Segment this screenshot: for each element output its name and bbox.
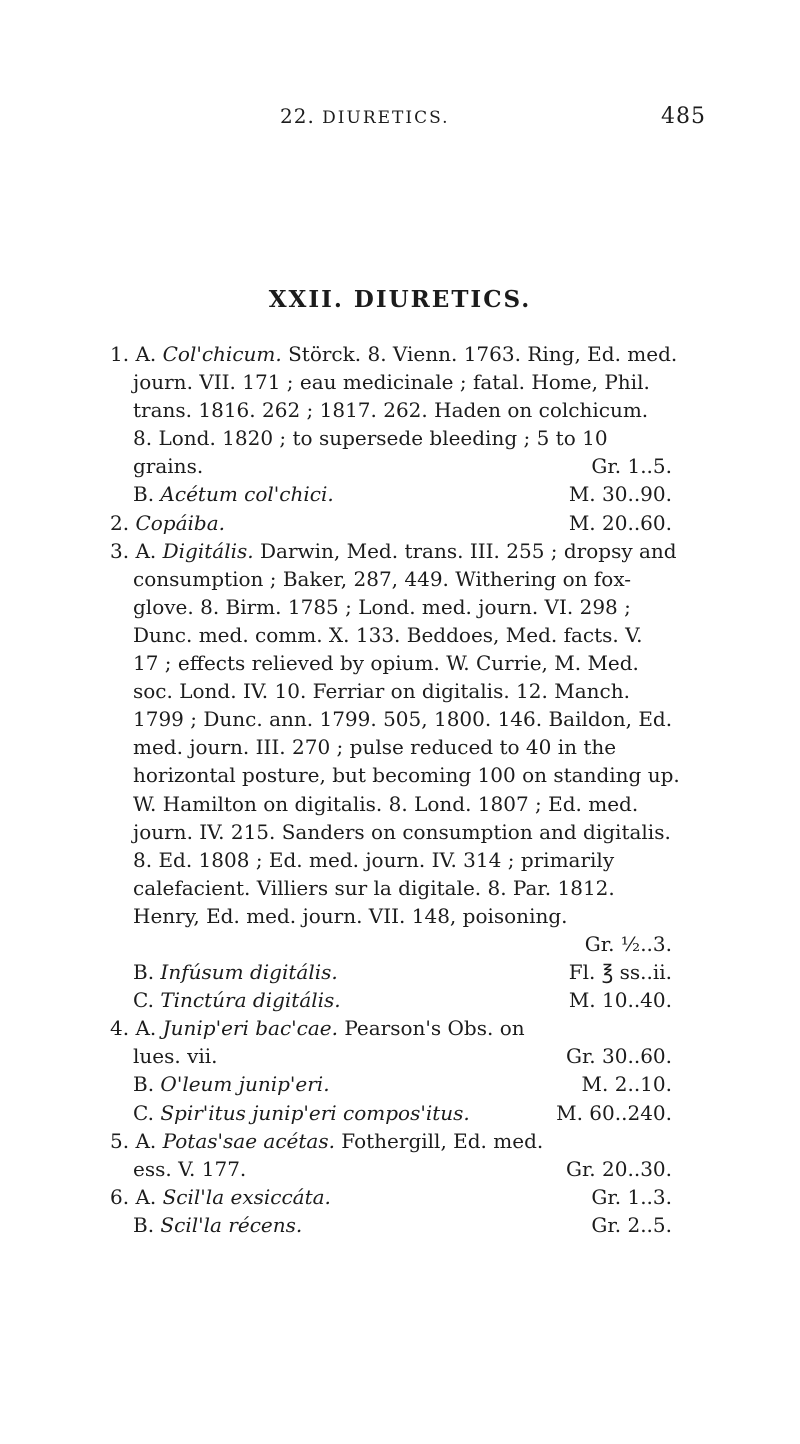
dose-text: M. 20..60. [568, 510, 672, 535]
text-line [110, 1099, 670, 1127]
reference-text: 17 ; effects relieved by opium. W. Currie, M. Med. [133, 651, 639, 676]
entry-marker: 2. [110, 510, 136, 535]
reference-text: ess. V. 177. [133, 1156, 247, 1181]
text-line [110, 930, 670, 958]
text-line [110, 1183, 670, 1211]
text-line [110, 1042, 670, 1070]
text-line [110, 565, 670, 593]
reference-text: soc. Lond. IV. 10. Ferriar on digitalis. 12. Manch. [133, 679, 630, 704]
text-line [110, 368, 670, 396]
text-line [110, 1014, 670, 1042]
text-line [110, 480, 670, 508]
text-line [110, 340, 678, 368]
reference-text: W. Hamilton on digitalis. 8. Lond. 1807 ; Ed. med. [133, 791, 639, 816]
reference-text: horizontal posture, but becoming 100 on standing up. [133, 763, 680, 788]
text-line [110, 1155, 670, 1183]
reference-text: consumption ; Baker, 287, 449. Withering on fox- [133, 566, 632, 591]
dose-text: Fl. ℥ ss..ii. [568, 960, 672, 985]
text-line [110, 874, 670, 902]
text-line [110, 537, 677, 565]
entry-marker: 6. A. [110, 1184, 163, 1209]
dose-text: Gr. 1..3. [591, 1184, 672, 1209]
drug-name: Infúsum digitális. [160, 960, 338, 985]
reference-text: med. journ. III. 270 ; pulse reduced to 40 in the [133, 735, 617, 760]
entry-marker: B. [133, 1212, 161, 1237]
reference-text: 1799 ; Dunc. ann. 1799. 505, 1800. 146. Baildon, Ed. [133, 707, 673, 732]
reference-text: lues. vii. [133, 1044, 218, 1069]
reference-text: Henry, Ed. med. journ. VII. 148, poisoning. [133, 903, 568, 928]
entry-marker: B. [133, 1072, 161, 1097]
text-line [110, 396, 670, 424]
entry-marker: 1. A. [110, 342, 163, 366]
dose-text: M. 2..10. [581, 1072, 672, 1097]
entry-marker: C. [133, 1100, 161, 1125]
reference-text: calefacient. Villiers sur la digitale. 8. Par. 1812. [133, 875, 615, 900]
page-number: 485 [661, 104, 706, 129]
dose-text: M. 10..40. [568, 988, 672, 1013]
text-line [110, 958, 670, 986]
text-line [110, 649, 670, 677]
drug-name: Col'chicum. [162, 342, 282, 366]
chapter-number: 22. [280, 104, 315, 128]
text-line [110, 1211, 670, 1239]
reference-text: Fothergill, Ed. med. [334, 1128, 544, 1153]
reference-text: Darwin, Med. trans. III. 255 ; dropsy and [253, 538, 677, 563]
drug-name: Spir'itus junip'eri compos'itus. [160, 1100, 470, 1125]
reference-text: trans. 1816. 262 ; 1817. 262. Haden on colchicum. [133, 398, 649, 423]
reference-text: Pearson's Obs. on [337, 1016, 525, 1041]
reference-text: glove. 8. Birm. 1785 ; Lond. med. journ. VI. 298 ; [133, 594, 631, 619]
dose-text: M. 30..90. [568, 482, 672, 507]
text-line [110, 677, 670, 705]
drug-name: Tinctúra digitális. [160, 988, 341, 1013]
entry-marker: B. [133, 482, 161, 507]
drug-name: Scil'la récens. [160, 1212, 303, 1237]
entry-marker: C. [133, 988, 161, 1013]
drug-name: Potas'sae acétas. [162, 1128, 335, 1153]
dose-text: M. 60..240. [556, 1100, 672, 1125]
text-line [110, 790, 670, 818]
drug-name: Digitális. [162, 538, 254, 563]
entry-marker: 3. A. [110, 538, 163, 563]
entry-marker: 5. A. [110, 1128, 163, 1153]
text-line [110, 452, 670, 480]
dose-text: Gr. 1..5. [591, 454, 672, 479]
entry-marker: B. [133, 960, 161, 985]
text-line [110, 1070, 670, 1098]
text-line [110, 509, 670, 537]
text-line [110, 818, 670, 846]
dose-text: Gr. ½..3. [584, 931, 672, 956]
text-line [110, 621, 670, 649]
text-line [110, 593, 670, 621]
drug-name: Copáiba. [135, 510, 226, 535]
reference-text: grains. [133, 454, 204, 479]
entry-marker: 4. A. [110, 1016, 163, 1041]
reference-text: journ. VII. 171 ; eau medicinale ; fatal. Home, Phil. [133, 370, 650, 395]
drug-name: Scil'la exsiccáta. [162, 1184, 331, 1209]
dose-text: Gr. 2..5. [591, 1212, 672, 1237]
reference-text: 8. Ed. 1808 ; Ed. med. journ. IV. 314 ; primarily [133, 847, 615, 872]
chapter-title: XXII. DIURETICS. [268, 286, 532, 313]
text-line [110, 424, 670, 452]
text-line [110, 705, 673, 733]
dose-text: Gr. 20..30. [565, 1156, 672, 1181]
text-line [110, 733, 670, 761]
running-head-title: DIURETICS. [322, 108, 450, 128]
entries-text [110, 340, 680, 1239]
dose-text: Gr. 30..60. [565, 1044, 672, 1069]
drug-name: O'leum junip'eri. [160, 1072, 330, 1097]
text-line [110, 986, 670, 1014]
reference-text: 8. Lond. 1820 ; to supersede bleeding ; 5 to 10 [133, 426, 608, 451]
drug-name: Acétum col'chici. [160, 482, 334, 507]
text-line [110, 846, 670, 874]
reference-text: Dunc. med. comm. X. 133. Beddoes, Med. facts. V. [133, 622, 643, 647]
running-head [280, 104, 720, 128]
drug-name: Junip'eri bac'cae. [162, 1016, 338, 1041]
reference-text: journ. IV. 215. Sanders on consumption and digitalis. [133, 819, 671, 844]
reference-text: Störck. 8. Vienn. 1763. Ring, Ed. med. [281, 342, 678, 366]
text-line [110, 1127, 670, 1155]
text-line [110, 761, 680, 789]
text-line [110, 902, 670, 930]
